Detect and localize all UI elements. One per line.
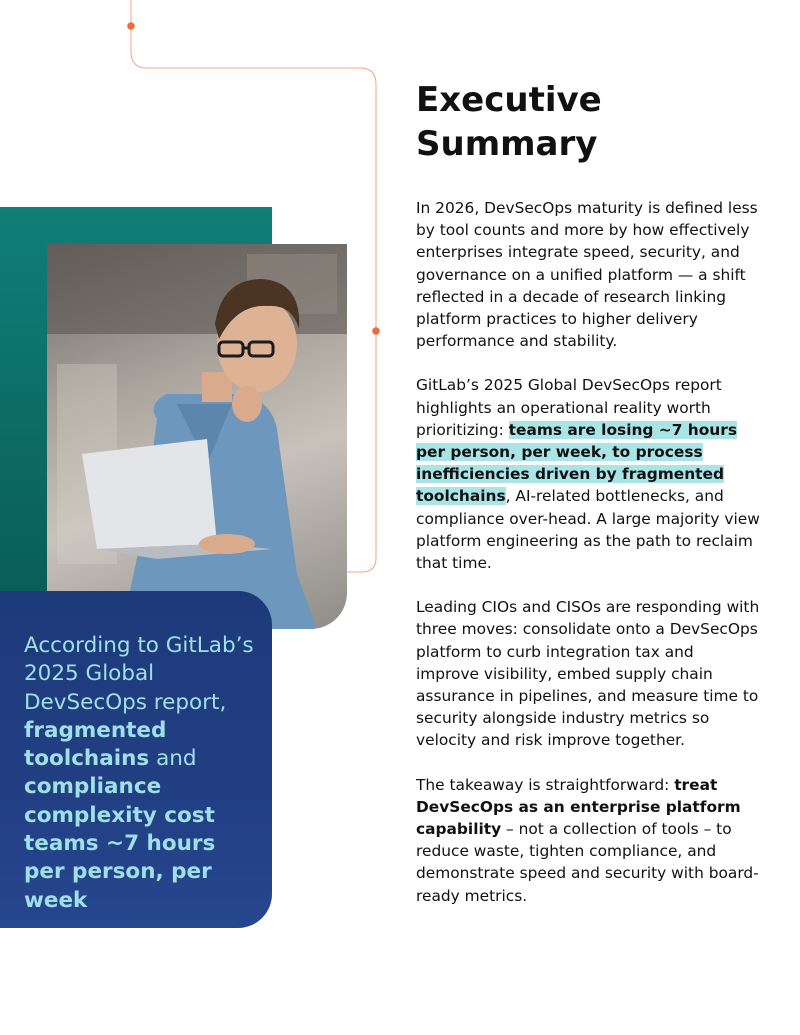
accent-dot-top [127, 22, 135, 30]
callout-bold-toolchains: fragmented toolchains [24, 717, 167, 772]
accent-dot-right [372, 327, 380, 335]
callout-text-part1: According to GitLab’s 2025 Global DevSecOps report, [24, 633, 254, 715]
paragraph-4-intro: The takeaway is straightforward: [416, 775, 675, 794]
paragraph-4-bold: treat DevSecOps as an enterprise platform capability [416, 775, 741, 839]
paragraph-4-rest: – not a collection of tools – to reduce waste, tighten compliance, and demonstrate speed and security with board-ready metrics. [416, 820, 759, 905]
callout-quote [24, 632, 260, 915]
paragraph-2-rest: , AI-related bottlenecks, and compliance over-head. A large majority view platform engineering as the path to reclaim that time. [416, 487, 760, 573]
page-title [416, 78, 776, 166]
photo-illustration [47, 244, 347, 629]
highlighted-statistic: teams are losing ~7 hours per person, per week, to process inefficiencies driven by fragmented toolchains [416, 420, 737, 506]
callout-bold-complexity: compliance complexity cost teams ~7 hours per person, per week [24, 774, 216, 913]
man-with-laptop-photo [47, 244, 347, 629]
callout-text-part2: and [149, 746, 197, 772]
paragraph-1: In 2026, DevSecOps maturity is defined less by tool counts and more by how effectively enterprises integrate speed, security, and governance on a unified platform — a shift reflected in a decade of research linking platform practices to higher delivery performance and stability. [416, 199, 758, 351]
paragraph-3: Leading CIOs and CISOs are responding with three moves: consolidate onto a DevSecOps platform to curb integration tax and improve visibility, embed supply chain assurance in pipelines, and measure time to security alongside industry metrics so velocity and risk improve together. [416, 598, 760, 750]
title-line-2: Summary [416, 124, 598, 164]
paragraph-2-intro: GitLab’s 2025 Global DevSecOps report highlights an operational reality worth prioritizing: [416, 376, 722, 439]
paragraph-2 [416, 374, 760, 574]
paragraph-4 [416, 774, 760, 907]
summary-body [416, 197, 760, 929]
title-line-1: Executive [416, 80, 602, 120]
